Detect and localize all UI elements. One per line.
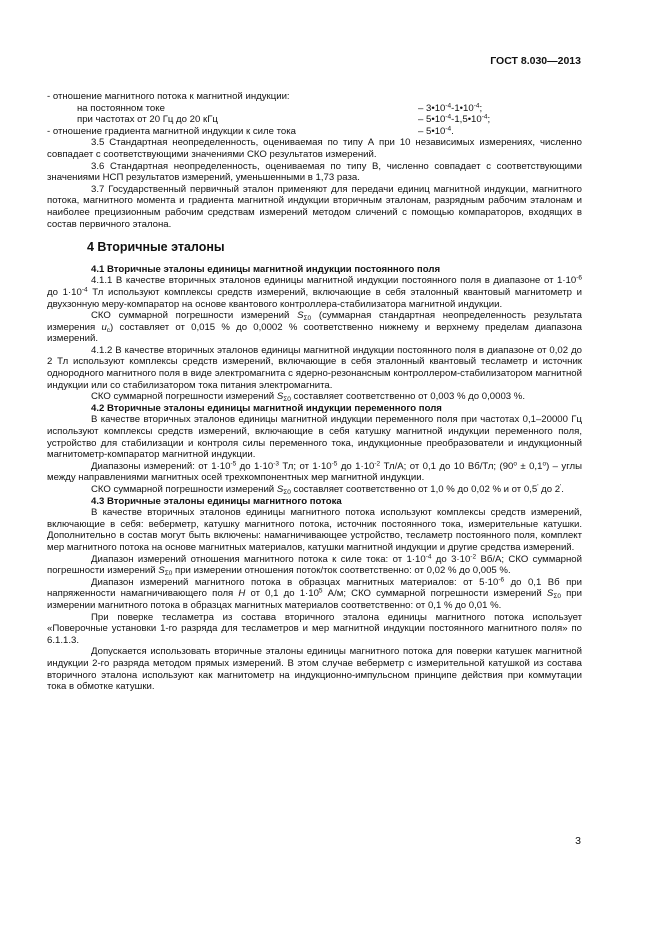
subsection-4-3-title: 4.3 Вторичные эталоны единицы магнитного потока	[91, 495, 342, 507]
paragraph-3-6: 3.6 Стандартная неопределенность, оцениваемая по типу В, численно совпадает с соответствующими значениями НСП результатов измерений, уменьшенными в 1,73 раза.	[47, 160, 582, 184]
paragraph-4-3-flux-range: Диапазон измерений магнитного потока в образцах магнитных материалов: от $5\cdot 10^{-6}$ до 0,1 Вб при напряженности намагничивающего поля H от 0,1 до $1\cdot 10^5$ А/м; СКО суммарной погрешности измерений $S_{\Sigma 0}$ при измерении магнитного потока в образцах магнитных материалов соответственно: от 0,1 % до 0,01 %.	[47, 576, 583, 611]
list-item-flux-ratio: - отношение магнитного потока к магнитной индукции:	[47, 91, 290, 102]
paragraph-3-5: 3.5 Стандартная неопределенность, оцениваемая по типу А при 10 независимых измерениях, численно совпадает с соответствующими значениями СКО результатов измерений.	[47, 137, 582, 160]
page-content	[47, 91, 582, 693]
flux-ratio-list	[47, 91, 582, 137]
list-item-ac: при частотах от 20 Гц до 20 кГц – $5•10^{-4}-1,5•10^{-4}$;	[77, 113, 491, 126]
paragraph-4-3-ratio-range: Диапазон измерений отношения магнитного потока к силе тока: от $1\cdot 10^{-4}$ до $3\cdot 10^{-2}$ Вб/А; СКО суммарной погрешности измерений $S_{\Sigma 0}$ при измерении отношения поток/ток соответственно: от 0,02 % до 0,005 %.	[47, 553, 582, 578]
paragraph-4-2-ranges: Диапазоны измерений: от $1\cdot 10^{-5}$ до $1\cdot 10^{-3}$ Тл; от $1\cdot 10^{-5}$ до $1\cdot 10^{-2}$ Тл/А; от 0,1 до 10 Вб/Тл; $(90^о \pm 0,1^о)$ – углы между направлениями магнитных осей трехкомпонентных мер магнитной индукции.	[47, 460, 582, 484]
paragraph-4-1-1-error: СКО суммарной погрешности измерений $S_{\Sigma 0}$ (суммарная стандартная неопределенность результата измерения $u_c$) составляет от 0,015 % до 0,0002 % соответственно нижнему и верхнему пределам диапазона измерений.	[47, 310, 582, 345]
paragraph-4-1-2: 4.1.2 В качестве вторичных эталонов единицы магнитной индукции постоянного поля в диапазоне от 0,02 до 2 Тл используют комплексы средств измерений, включающие в себя эталонный квантовый тесламетр и источник однородного магнитного поля в виде электромагнита с ядерно-резонансным контроллером-стабилизатором магнитной индукции или со стабилизатором тока питания электромагнита.	[47, 344, 582, 391]
paragraph-4-3-teslameter: При поверке тесламетра из состава вторичного эталона единицы магнитного потока использует «Поверочные установки 1-го разряда для тесламетров и мер магнитной индукции постоянного магнитного поля» по 6.1.1.3.	[47, 611, 582, 646]
page-number: 3	[575, 835, 581, 847]
paragraph-4-3-1: В качестве вторичных эталонов единицы магнитного потока используют комплексы средств измерений, включающие в себя: веберметр, катушку магнитного потока, источник постоянного тока, измерительные катушки. Дополнительно в состав могут быть включены: намагничивающее устройство, тесламетр постоянного поля, комплект мер магнитного потока на основе магнитных материалов, катушки магнитной индукции и другие средства измерений.	[47, 507, 582, 553]
section-4-title: 4 Вторичные эталоны	[87, 240, 225, 255]
paragraph-4-2-1: В качестве вторичных эталонов единицы магнитной индукции переменного поля при частотах 0,1–20000 Гц используют комплексы средств измерений, включающие в себя катушку магнитной индукции переменного поля, устройство для стабилизации и контроля силы переменного тока, индукционные преобразователи и индукционный магнитометр-компаратор магнитной индукции.	[47, 414, 582, 461]
paragraph-4-2-error: СКО суммарной погрешности измерений $S_{\Sigma 0}$ составляет соответственно от 1,0 % до 0,02 % и от 0,5' до 2'.	[91, 483, 564, 496]
paragraph-4-1-1: 4.1.1 В качестве вторичных эталонов единицы магнитной индукции постоянного поля в диапазоне от $1\cdot 10^{-6}$ до $1\cdot 10^{-4}$ Тл используют комплексы средств измерений, включающие в себя эталонный квантовый магнитометр и двухзонную меру-компаратор на основе квантового контроллера-стабилизатора магнитной индукции.	[47, 274, 582, 310]
list-item-dc: на постоянном токе – $3•10^{-4}-1•10^{-4}$;	[77, 102, 483, 114]
paragraph-4-1-2-error: СКО суммарной погрешности измерений $S_{\Sigma 0}$ составляет соответственно от 0,003 % до 0,0003 %.	[91, 391, 525, 404]
paragraph-3-7: 3.7 Государственный первичный эталон применяют для передачи единиц магнитной индукции, магнитного потока, магнитного момента и градиента магнитной индукции вторичным эталонам, разрядным рабочим эталонам и наиболее прецизионным рабочим средствам измерений методом сличений с помощью компараторов, входящих в состав первичного эталона.	[47, 183, 582, 230]
document-code-header: ГОСТ 8.030—2013	[490, 55, 581, 67]
subsection-4-1-title: 4.1 Вторичные эталоны единицы магнитной индукции постоянного поля	[91, 263, 441, 275]
subsection-4-2-title: 4.2 Вторичные эталоны единицы магнитной индукции переменного поля	[91, 402, 442, 414]
list-item-gradient: - отношение градиента магнитной индукции к силе тока – $5•10^{-4}$.	[47, 125, 454, 137]
paragraph-4-3-coils: Допускается использовать вторичные эталоны единицы магнитного потока для поверки катушек магнитной индукции 2-го разряда методом прямых измерений. В этом случае веберметр с измерительной катушкой из состава вторичного эталона используют как магнитометр на индукционно-импульсном принципе действия при коммутации тока в обмотке катушки.	[47, 646, 582, 693]
